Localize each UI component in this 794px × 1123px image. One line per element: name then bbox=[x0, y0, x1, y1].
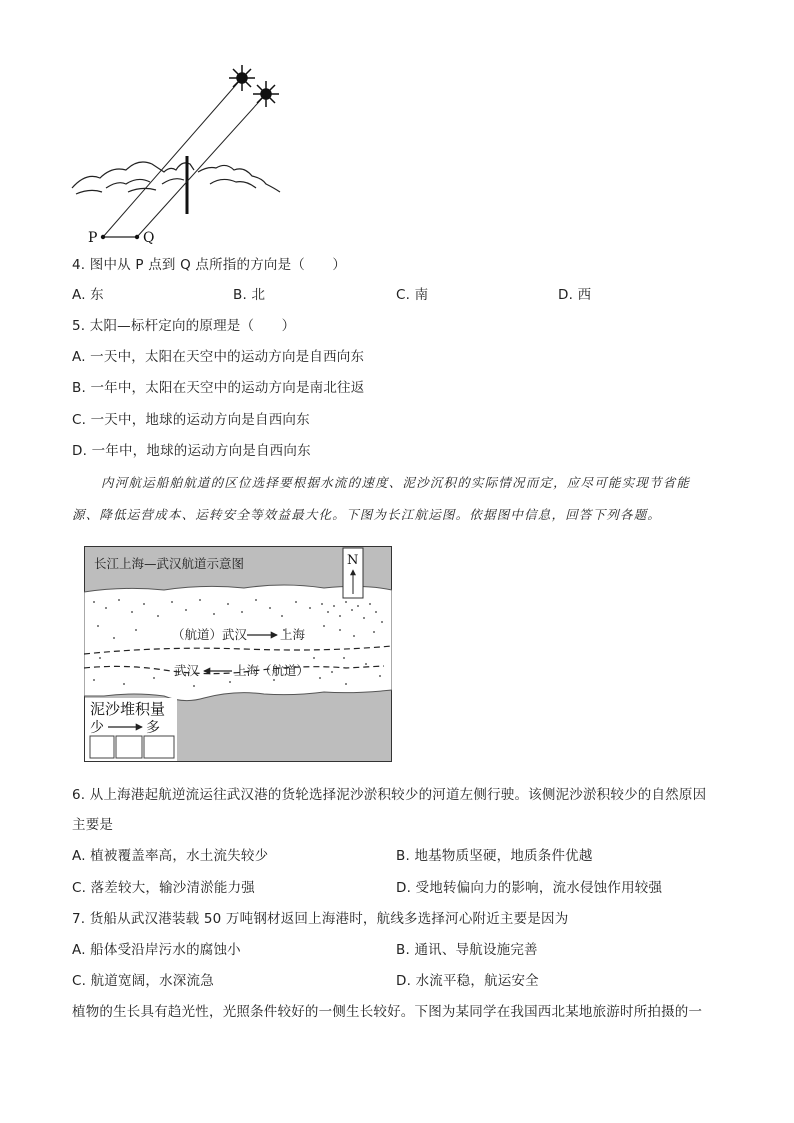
sun-icon bbox=[253, 81, 279, 107]
q6-stem-line1: 6. 从上海港起航逆流运往武汉港的货轮选择泥沙淤积较少的河道左侧行驶。该侧泥沙淤积较少的自然原因 bbox=[72, 787, 707, 803]
q6-option-b: B. 地基物质坚硬，地质条件优越 bbox=[396, 848, 593, 864]
q7-stem: 7. 货船从武汉港装载 50 万吨钢材返回上海港时，航线多选择河心附近主要是因为 bbox=[72, 911, 569, 927]
passage1-line2: 源、降低运营成本、运转安全等效益最大化。下图为长江航运图。依据图中信息，回答下列各题。 bbox=[72, 507, 662, 522]
yangtze-channel-diagram bbox=[84, 546, 392, 762]
point-p-dot bbox=[101, 235, 105, 239]
passage1-line1: 内河航运船舶航道的区位选择要根据水流的速度、泥沙沉积的实际情况而定，应尽可能实现节省能 bbox=[101, 475, 691, 490]
label-q: Q bbox=[143, 230, 155, 246]
north-label: N bbox=[347, 553, 359, 568]
q5-option-a: A. 一天中，太阳在天空中的运动方向是自西向东 bbox=[72, 349, 365, 365]
q4-option-a: A. 东 bbox=[72, 287, 104, 303]
q6-option-a: A. 植被覆盖率高，水土流失较少 bbox=[72, 848, 269, 864]
legend-less: 少 bbox=[90, 720, 104, 736]
point-q-dot bbox=[135, 235, 139, 239]
q5-option-b: B. 一年中，太阳在天空中的运动方向是南北往返 bbox=[72, 380, 365, 396]
route-lower-to: 武汉 bbox=[174, 663, 200, 678]
label-p: P bbox=[88, 230, 98, 246]
q6-stem-line2: 主要是 bbox=[72, 817, 114, 833]
q7-option-b: B. 通讯、导航设施完善 bbox=[396, 942, 538, 958]
q4-option-d: D. 西 bbox=[558, 287, 592, 303]
q5-option-c: C. 一天中，地球的运动方向是自西向东 bbox=[72, 412, 310, 428]
route-upper-from: （航道）武汉 bbox=[172, 627, 248, 642]
sun-pole-diagram bbox=[66, 60, 296, 246]
sun-ray-1 bbox=[103, 78, 242, 237]
q6-option-d: D. 受地转偏向力的影响，流水侵蚀作用较强 bbox=[396, 880, 663, 896]
q7-option-d: D. 水流平稳，航运安全 bbox=[396, 973, 539, 989]
passage2-line1: 植物的生长具有趋光性，光照条件较好的一侧生长较好。下图为某同学在我国西北某地旅游时所拍摄的一 bbox=[72, 1004, 703, 1020]
q5-stem: 5. 太阳—标杆定向的原理是（ ） bbox=[72, 318, 296, 334]
q4-option-b: B. 北 bbox=[233, 287, 266, 303]
q4-stem: 4. 图中从 P 点到 Q 点所指的方向是（ ） bbox=[72, 257, 347, 273]
route-upper-to: 上海 bbox=[280, 627, 306, 642]
legend-more: 多 bbox=[146, 720, 160, 736]
route-lower-from: 上海（航道） bbox=[234, 663, 310, 678]
mountain-outline bbox=[72, 162, 280, 192]
legend-swatches bbox=[90, 736, 174, 758]
sun-ray-2 bbox=[137, 94, 266, 237]
q6-option-c: C. 落差较大，输沙清淤能力强 bbox=[72, 880, 256, 896]
q7-option-c: C. 航道宽阔，水深流急 bbox=[72, 973, 214, 989]
q7-option-a: A. 船体受沿岸污水的腐蚀小 bbox=[72, 942, 241, 958]
sun-icon bbox=[229, 65, 255, 91]
q5-option-d: D. 一年中，地球的运动方向是自西向东 bbox=[72, 443, 311, 459]
legend-title: 泥沙堆积量 bbox=[90, 700, 166, 718]
diagram-title: 长江上海—武汉航道示意图 bbox=[94, 556, 245, 571]
q4-option-c: C. 南 bbox=[396, 287, 429, 303]
